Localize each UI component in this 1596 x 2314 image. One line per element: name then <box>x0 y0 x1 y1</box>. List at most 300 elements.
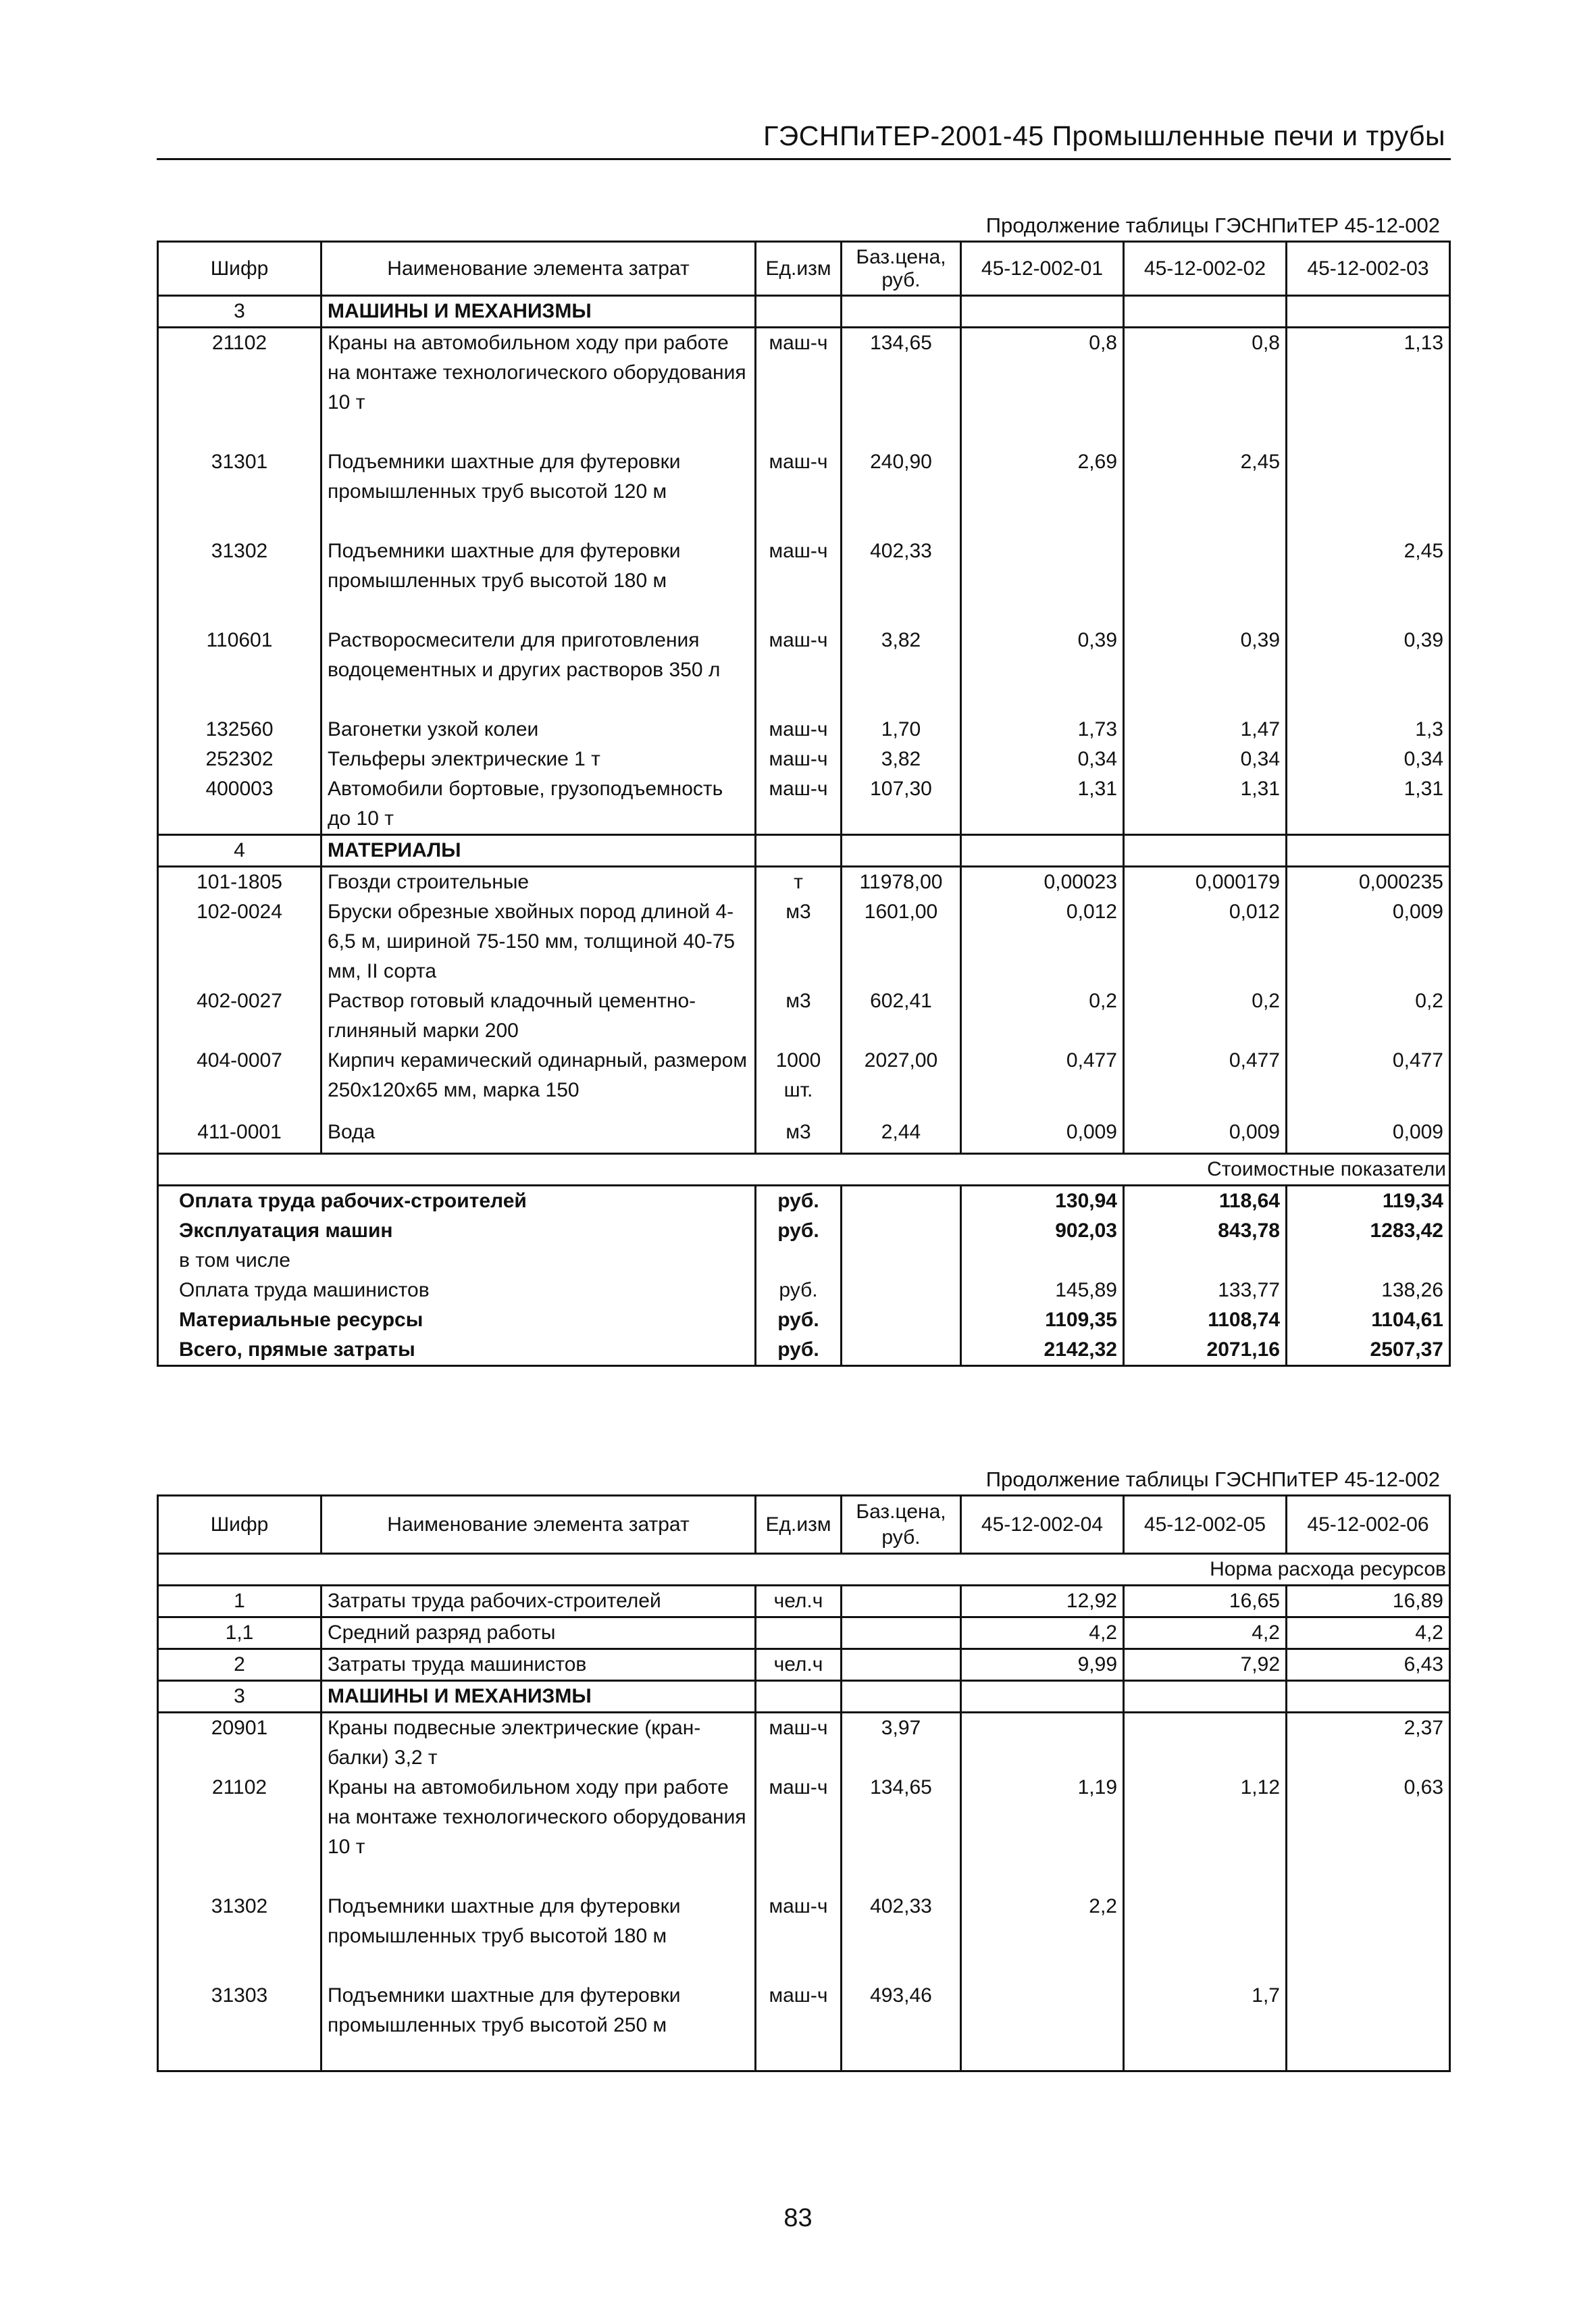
cost-indicators-label: Стоимостные показатели <box>158 1154 1450 1186</box>
spacer-cell <box>1124 507 1287 536</box>
spacer-cell <box>842 1951 961 1981</box>
row-code: 31302 <box>158 1892 321 1951</box>
row-code: 31303 <box>158 1981 321 2040</box>
summary-value-1: 1109,35 <box>961 1305 1124 1335</box>
row-price: 402,33 <box>842 536 961 596</box>
row-price: 602,41 <box>842 986 961 1046</box>
row-code: 4 <box>158 835 321 867</box>
spacer-cell <box>321 685 756 715</box>
row-unit: маш-ч <box>756 1892 842 1951</box>
row-price: 134,65 <box>842 328 961 418</box>
row-name: Средний разряд работы <box>321 1617 756 1649</box>
col-45-12-002-06-header: 45-12-002-06 <box>1287 1496 1450 1554</box>
spacer-cell <box>961 418 1124 447</box>
col-unit-header: Ед.изм <box>756 242 842 296</box>
row-name: Кирпич керамический одинарный, размером 250х120х65 мм, марка 150 <box>321 1046 756 1105</box>
row-value-3 <box>1287 1892 1450 1951</box>
row-value-1: 0,477 <box>961 1046 1124 1105</box>
row-code: 252302 <box>158 745 321 774</box>
row-unit: маш-ч <box>756 715 842 745</box>
table2-continuation-caption: Продолжение таблицы ГЭСНПиТЕР 45-12-002 <box>985 1467 1440 1491</box>
row-price: 402,33 <box>842 1892 961 1951</box>
row-value-2: 0,009 <box>1124 1117 1287 1147</box>
header-rule <box>157 158 1451 160</box>
summary-row <box>158 1186 1450 1217</box>
spacer-cell <box>961 596 1124 626</box>
spacer-cell <box>756 418 842 447</box>
spacer-cell <box>158 1147 321 1154</box>
summary-value-3: 2507,37 <box>1287 1335 1450 1366</box>
table1-continuation-caption: Продолжение таблицы ГЭСНПиТЕР 45-12-002 <box>985 213 1440 237</box>
row-value-1: 1,31 <box>961 774 1124 835</box>
row-unit: маш-ч <box>756 626 842 685</box>
summary-value-3: 1104,61 <box>1287 1305 1450 1335</box>
row-price <box>842 1586 961 1617</box>
table2-header-row <box>158 1496 1450 1554</box>
page-number: 83 <box>783 2204 813 2232</box>
summary-unit: руб. <box>756 1335 842 1366</box>
row-value-1: 4,2 <box>961 1617 1124 1649</box>
row-price: 493,46 <box>842 1981 961 2040</box>
row-value-2 <box>1124 1681 1287 1713</box>
summary-unit: руб. <box>756 1186 842 1217</box>
section-row <box>158 1617 1450 1649</box>
section-row <box>158 835 1450 867</box>
spacer-row <box>158 1951 1450 1981</box>
row-value-1 <box>961 1713 1124 1774</box>
spacer-cell <box>842 2040 961 2071</box>
row-price: 1,70 <box>842 715 961 745</box>
summary-name: Оплата труда машинистов <box>158 1276 756 1305</box>
row-name: Подъемники шахтные для футеровки промышленных труб высотой 180 м <box>321 1892 756 1951</box>
spacer-cell <box>842 507 961 536</box>
row-name: Раствор готовый кладочный цементно-глиняный марки 200 <box>321 986 756 1046</box>
row-value-3: 1,13 <box>1287 328 1450 418</box>
row-value-3: 1,31 <box>1287 774 1450 835</box>
row-value-1: 0,009 <box>961 1117 1124 1147</box>
row-code: 3 <box>158 1681 321 1713</box>
row-name: Затраты труда рабочих-строителей <box>321 1586 756 1617</box>
summary-value-2 <box>1124 1246 1287 1276</box>
row-unit: маш-ч <box>756 1773 842 1862</box>
row-value-2 <box>1124 835 1287 867</box>
row-value-2: 0,012 <box>1124 897 1287 986</box>
summary-unit: руб. <box>756 1305 842 1335</box>
summary-price-empty <box>842 1216 961 1246</box>
row-value-2: 7,92 <box>1124 1649 1287 1681</box>
spacer-cell <box>756 1862 842 1892</box>
row-code: 21102 <box>158 1773 321 1862</box>
summary-value-1: 2142,32 <box>961 1335 1124 1366</box>
summary-price-empty <box>842 1276 961 1305</box>
row-unit <box>756 296 842 328</box>
spacer-row <box>158 1862 1450 1892</box>
spacer-cell <box>1287 1862 1450 1892</box>
row-unit <box>756 1681 842 1713</box>
row-value-2: 1,31 <box>1124 774 1287 835</box>
spacer-cell <box>961 507 1124 536</box>
row-value-3: 6,43 <box>1287 1649 1450 1681</box>
spacer-cell <box>158 507 321 536</box>
summary-row <box>158 1335 1450 1366</box>
col-45-12-002-02-header: 45-12-002-02 <box>1124 242 1287 296</box>
summary-price-empty <box>842 1305 961 1335</box>
row-unit: м3 <box>756 986 842 1046</box>
row-name: Вагонетки узкой колеи <box>321 715 756 745</box>
spacer-cell <box>158 596 321 626</box>
spacer-cell <box>1287 1147 1450 1154</box>
row-unit: маш-ч <box>756 774 842 835</box>
row-name: МАШИНЫ И МЕХАНИЗМЫ <box>321 1681 756 1713</box>
spacer-cell <box>1124 596 1287 626</box>
spacer-cell <box>158 1105 321 1117</box>
row-unit: т <box>756 867 842 898</box>
row-code: 132560 <box>158 715 321 745</box>
row-name: Бруски обрезные хвойных пород длиной 4-6,5 м, шириной 75-150 мм, толщиной 40-75 мм, II сорта <box>321 897 756 986</box>
row-unit: чел.ч <box>756 1649 842 1681</box>
spacer-cell <box>1124 1105 1287 1117</box>
row-price: 2,44 <box>842 1117 961 1147</box>
row-price: 107,30 <box>842 774 961 835</box>
row-code: 31302 <box>158 536 321 596</box>
row-code: 2 <box>158 1649 321 1681</box>
row-value-1: 0,8 <box>961 328 1124 418</box>
summary-value-2: 133,77 <box>1124 1276 1287 1305</box>
col-price-header: Баз.цена, руб. <box>842 242 961 296</box>
row-unit <box>756 1617 842 1649</box>
spacer-cell <box>842 596 961 626</box>
row-value-1 <box>961 1681 1124 1713</box>
row-code: 400003 <box>158 774 321 835</box>
row-value-2: 1,12 <box>1124 1773 1287 1862</box>
table-row <box>158 986 1450 1046</box>
col-name-header: Наименование элемента затрат <box>321 1496 756 1554</box>
spacer-cell <box>1124 1147 1287 1154</box>
spacer-cell <box>321 2040 756 2071</box>
row-value-1 <box>961 536 1124 596</box>
summary-value-3: 138,26 <box>1287 1276 1450 1305</box>
row-code: 31301 <box>158 447 321 507</box>
col-45-12-002-04-header: 45-12-002-04 <box>961 1496 1124 1554</box>
row-value-1: 2,2 <box>961 1892 1124 1951</box>
row-code: 404-0007 <box>158 1046 321 1105</box>
row-unit: м3 <box>756 1117 842 1147</box>
col-price-header: Баз.цена, руб. <box>842 1496 961 1554</box>
row-name: Тельферы электрические 1 т <box>321 745 756 774</box>
table-row <box>158 626 1450 685</box>
row-name: Краны на автомобильном ходу при работе на монтаже технологического оборудования 10 т <box>321 1773 756 1862</box>
row-unit: маш-ч <box>756 1713 842 1774</box>
row-price <box>842 296 961 328</box>
row-price: 1601,00 <box>842 897 961 986</box>
row-value-1: 0,39 <box>961 626 1124 685</box>
row-code: 110601 <box>158 626 321 685</box>
row-value-2: 0,477 <box>1124 1046 1287 1105</box>
spacer-cell <box>1287 596 1450 626</box>
section-row <box>158 1586 1450 1617</box>
row-code: 102-0024 <box>158 897 321 986</box>
cost-indicators-label-row <box>158 1154 1450 1186</box>
row-value-2 <box>1124 1892 1287 1951</box>
spacer-cell <box>321 1951 756 1981</box>
table-row <box>158 1713 1450 1774</box>
summary-value-2: 2071,16 <box>1124 1335 1287 1366</box>
row-name: Растворосмесители для приготовления водоцементных и других растворов 350 л <box>321 626 756 685</box>
row-value-3: 0,2 <box>1287 986 1450 1046</box>
summary-row <box>158 1276 1450 1305</box>
row-code: 1 <box>158 1586 321 1617</box>
row-unit: маш-ч <box>756 328 842 418</box>
norm-label: Норма расхода ресурсов <box>158 1554 1450 1586</box>
row-value-1: 0,2 <box>961 986 1124 1046</box>
spacer-cell <box>1124 1951 1287 1981</box>
summary-row <box>158 1246 1450 1276</box>
spacer-cell <box>756 2040 842 2071</box>
summary-name: Оплата труда рабочих-строителей <box>158 1186 756 1217</box>
summary-name: Эксплуатация машин <box>158 1216 756 1246</box>
spacer-cell <box>1287 418 1450 447</box>
row-value-3: 2,45 <box>1287 536 1450 596</box>
summary-value-1: 130,94 <box>961 1186 1124 1217</box>
row-unit: маш-ч <box>756 745 842 774</box>
spacer-cell <box>961 2040 1124 2071</box>
row-code: 21102 <box>158 328 321 418</box>
row-name: МАШИНЫ И МЕХАНИЗМЫ <box>321 296 756 328</box>
summary-value-1: 902,03 <box>961 1216 1124 1246</box>
row-value-2: 1,7 <box>1124 1981 1287 2040</box>
row-code: 101-1805 <box>158 867 321 898</box>
col-code-header: Шифр <box>158 1496 321 1554</box>
spacer-cell <box>756 1105 842 1117</box>
row-value-3 <box>1287 1981 1450 2040</box>
spacer-cell <box>321 596 756 626</box>
summary-value-1: 145,89 <box>961 1276 1124 1305</box>
summary-name: в том числе <box>158 1246 756 1276</box>
spacer-row <box>158 507 1450 536</box>
spacer-cell <box>1124 418 1287 447</box>
row-unit: 1000 шт. <box>756 1046 842 1105</box>
row-name: Подъемники шахтные для футеровки промышленных труб высотой 180 м <box>321 536 756 596</box>
row-value-3 <box>1287 835 1450 867</box>
col-45-12-002-05-header: 45-12-002-05 <box>1124 1496 1287 1554</box>
row-value-2: 16,65 <box>1124 1586 1287 1617</box>
row-value-2: 0,34 <box>1124 745 1287 774</box>
spacer-cell <box>961 685 1124 715</box>
row-value-3: 0,000235 <box>1287 867 1450 898</box>
row-name: Краны на автомобильном ходу при работе на монтаже технологического оборудования 10 т <box>321 328 756 418</box>
summary-price-empty <box>842 1335 961 1366</box>
row-price <box>842 1649 961 1681</box>
spacer-cell <box>961 1105 1124 1117</box>
row-value-3: 0,477 <box>1287 1046 1450 1105</box>
spacer-cell <box>756 1951 842 1981</box>
page-header-title: ГЭСНПиТЕР-2001-45 Промышленные печи и трубы <box>763 120 1445 151</box>
row-price: 3,97 <box>842 1713 961 1774</box>
row-value-2 <box>1124 1713 1287 1774</box>
row-value-2: 2,45 <box>1124 447 1287 507</box>
spacer-row <box>158 418 1450 447</box>
table-row <box>158 715 1450 745</box>
row-value-1: 0,00023 <box>961 867 1124 898</box>
table-row <box>158 1046 1450 1105</box>
spacer-cell <box>158 1862 321 1892</box>
summary-value-3 <box>1287 1246 1450 1276</box>
row-value-3: 0,34 <box>1287 745 1450 774</box>
spacer-cell <box>321 418 756 447</box>
spacer-cell <box>1287 2040 1450 2071</box>
row-value-1: 1,19 <box>961 1773 1124 1862</box>
spacer-cell <box>321 1147 756 1154</box>
spacer-cell <box>158 418 321 447</box>
summary-row <box>158 1305 1450 1335</box>
col-45-12-002-01-header: 45-12-002-01 <box>961 242 1124 296</box>
spacer-cell <box>756 596 842 626</box>
spacer-cell <box>321 507 756 536</box>
section-row <box>158 1649 1450 1681</box>
row-name: Автомобили бортовые, грузоподъемность до 10 т <box>321 774 756 835</box>
spacer-row <box>158 1105 1450 1117</box>
row-value-1 <box>961 1981 1124 2040</box>
table-row <box>158 447 1450 507</box>
row-price: 11978,00 <box>842 867 961 898</box>
spacer-cell <box>1287 507 1450 536</box>
spacer-cell <box>321 1105 756 1117</box>
row-value-3: 16,89 <box>1287 1586 1450 1617</box>
norm-label-row <box>158 1554 1450 1586</box>
row-price: 240,90 <box>842 447 961 507</box>
row-value-3 <box>1287 296 1450 328</box>
row-value-1: 2,69 <box>961 447 1124 507</box>
row-name: Краны подвесные электрические (кран-балки) 3,2 т <box>321 1713 756 1774</box>
summary-value-3: 1283,42 <box>1287 1216 1450 1246</box>
spacer-cell <box>756 1147 842 1154</box>
summary-value-3: 119,34 <box>1287 1186 1450 1217</box>
summary-value-2: 118,64 <box>1124 1186 1287 1217</box>
table-row <box>158 897 1450 986</box>
col-name-header: Наименование элемента затрат <box>321 242 756 296</box>
row-name: Подъемники шахтные для футеровки промышленных труб высотой 120 м <box>321 447 756 507</box>
resource-table-1 <box>157 241 1451 1367</box>
row-value-3 <box>1287 1681 1450 1713</box>
row-value-3: 0,009 <box>1287 1117 1450 1147</box>
row-value-3: 4,2 <box>1287 1617 1450 1649</box>
spacer-cell <box>842 1147 961 1154</box>
summary-value-2: 1108,74 <box>1124 1305 1287 1335</box>
row-value-2: 1,47 <box>1124 715 1287 745</box>
row-code: 402-0027 <box>158 986 321 1046</box>
row-name: Вода <box>321 1117 756 1147</box>
row-code: 1,1 <box>158 1617 321 1649</box>
table-row <box>158 774 1450 835</box>
row-code: 3 <box>158 296 321 328</box>
row-value-1: 0,012 <box>961 897 1124 986</box>
spacer-row <box>158 2040 1450 2071</box>
row-price: 134,65 <box>842 1773 961 1862</box>
row-value-2 <box>1124 296 1287 328</box>
spacer-cell <box>961 1147 1124 1154</box>
summary-unit <box>756 1246 842 1276</box>
spacer-cell <box>842 1105 961 1117</box>
summary-unit: руб. <box>756 1276 842 1305</box>
spacer-cell <box>756 507 842 536</box>
table1-header-row <box>158 242 1450 296</box>
table-row <box>158 1981 1450 2040</box>
row-unit: чел.ч <box>756 1586 842 1617</box>
spacer-cell <box>158 1951 321 1981</box>
row-value-3: 1,3 <box>1287 715 1450 745</box>
summary-price-empty <box>842 1246 961 1276</box>
row-price: 3,82 <box>842 626 961 685</box>
summary-name: Всего, прямые затраты <box>158 1335 756 1366</box>
spacer-cell <box>842 1862 961 1892</box>
row-value-1: 9,99 <box>961 1649 1124 1681</box>
summary-row <box>158 1216 1450 1246</box>
row-value-2: 0,39 <box>1124 626 1287 685</box>
summary-value-1 <box>961 1246 1124 1276</box>
table-row <box>158 536 1450 596</box>
summary-value-2: 843,78 <box>1124 1216 1287 1246</box>
spacer-cell <box>158 2040 321 2071</box>
section-row <box>158 1681 1450 1713</box>
spacer-cell <box>842 418 961 447</box>
row-value-2: 0,2 <box>1124 986 1287 1046</box>
row-price: 2027,00 <box>842 1046 961 1105</box>
row-code: 411-0001 <box>158 1117 321 1147</box>
spacer-cell <box>158 685 321 715</box>
spacer-cell <box>756 685 842 715</box>
spacer-cell <box>1124 2040 1287 2071</box>
col-code-header: Шифр <box>158 242 321 296</box>
table-row <box>158 328 1450 418</box>
row-name: Гвозди строительные <box>321 867 756 898</box>
row-value-2: 0,8 <box>1124 328 1287 418</box>
row-value-3: 0,39 <box>1287 626 1450 685</box>
section-row <box>158 296 1450 328</box>
summary-price-empty <box>842 1186 961 1217</box>
row-value-3: 0,63 <box>1287 1773 1450 1862</box>
row-value-1 <box>961 835 1124 867</box>
spacer-cell <box>1287 1105 1450 1117</box>
row-value-2: 0,000179 <box>1124 867 1287 898</box>
spacer-row <box>158 1147 1450 1154</box>
row-name: Подъемники шахтные для футеровки промышленных труб высотой 250 м <box>321 1981 756 2040</box>
row-value-2 <box>1124 536 1287 596</box>
row-name: Затраты труда машинистов <box>321 1649 756 1681</box>
spacer-row <box>158 685 1450 715</box>
spacer-cell <box>321 1862 756 1892</box>
spacer-row <box>158 596 1450 626</box>
row-price <box>842 1681 961 1713</box>
row-value-3 <box>1287 447 1450 507</box>
row-unit: маш-ч <box>756 1981 842 2040</box>
row-value-3: 0,009 <box>1287 897 1450 986</box>
spacer-cell <box>961 1862 1124 1892</box>
table-row <box>158 745 1450 774</box>
spacer-cell <box>1287 1951 1450 1981</box>
spacer-cell <box>842 685 961 715</box>
table-row <box>158 1773 1450 1862</box>
row-value-1: 1,73 <box>961 715 1124 745</box>
row-unit <box>756 835 842 867</box>
row-price: 3,82 <box>842 745 961 774</box>
row-unit: м3 <box>756 897 842 986</box>
row-price <box>842 835 961 867</box>
row-value-2: 4,2 <box>1124 1617 1287 1649</box>
table-row <box>158 867 1450 898</box>
col-45-12-002-03-header: 45-12-002-03 <box>1287 242 1450 296</box>
row-unit: маш-ч <box>756 447 842 507</box>
spacer-cell <box>1124 685 1287 715</box>
